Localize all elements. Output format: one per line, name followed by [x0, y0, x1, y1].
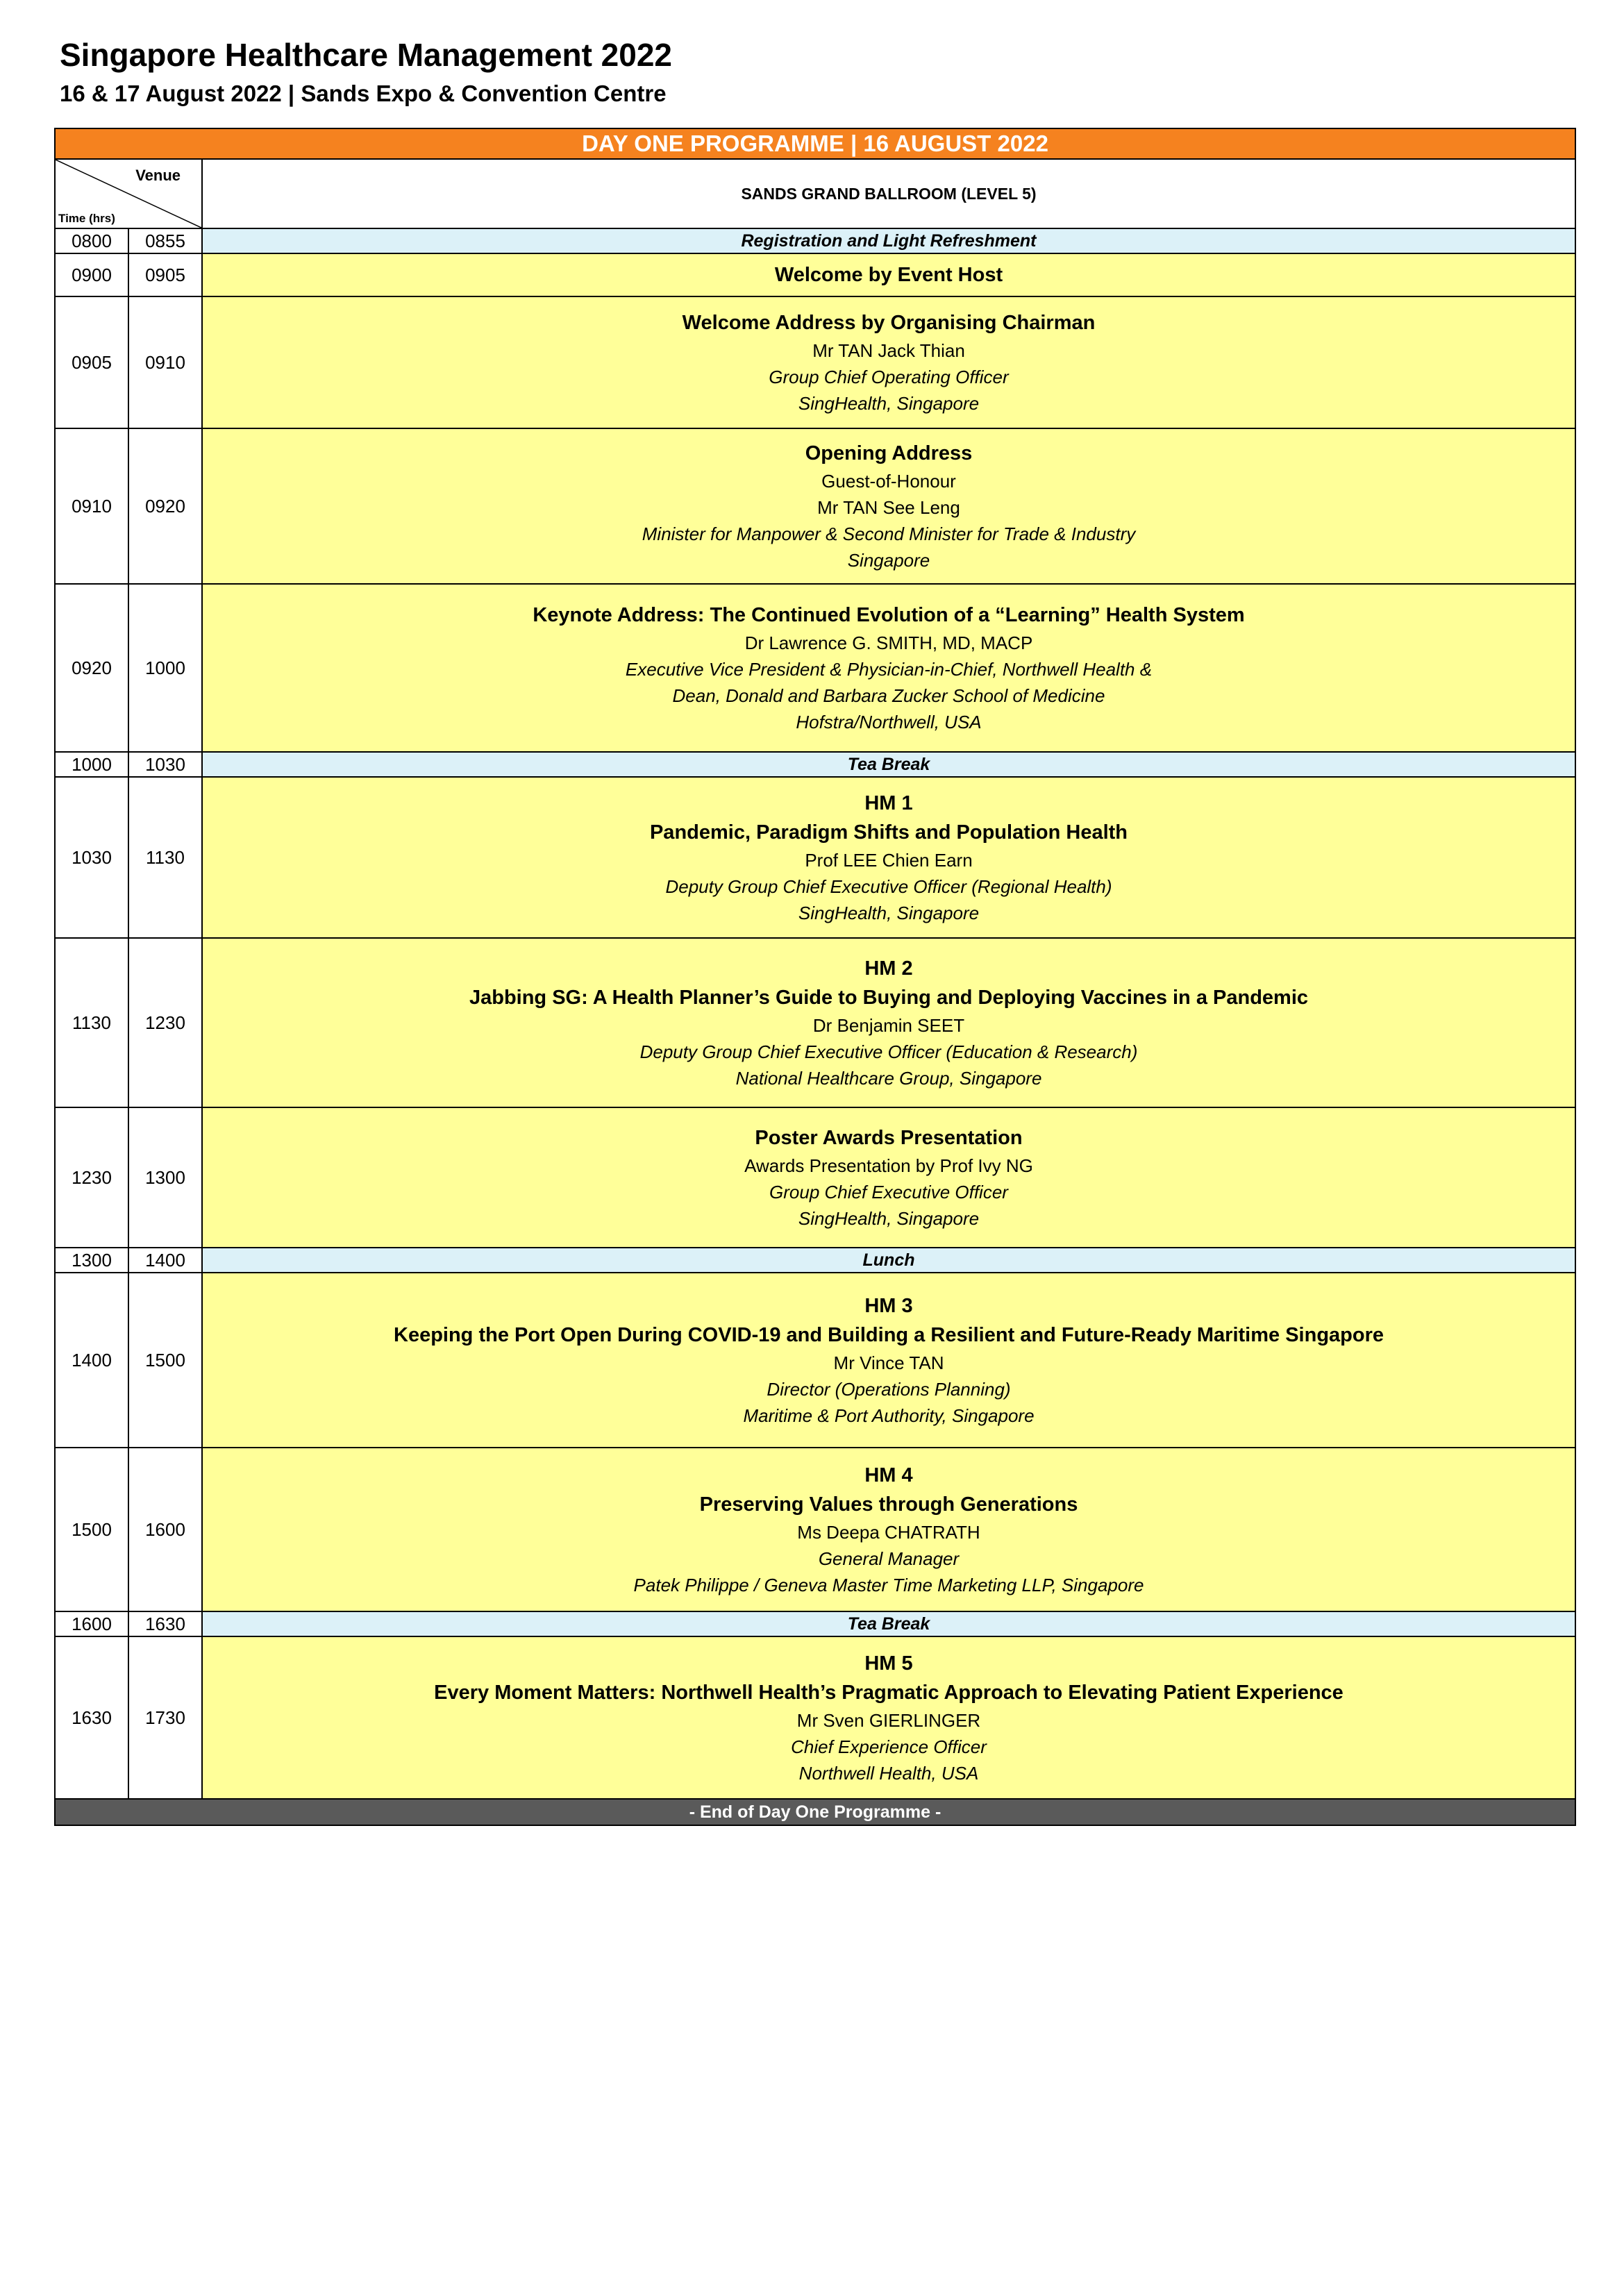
start-time: 1500 [56, 1448, 129, 1611]
document-subtitle: 16 & 17 August 2022 | Sands Expo & Convention Centre [60, 81, 667, 106]
start-time: 1000 [56, 753, 129, 776]
table-row [56, 297, 1575, 429]
session-cell [203, 254, 1575, 296]
table-row [56, 1612, 1575, 1637]
speaker-name: Prof LEE Chien Earn [805, 850, 973, 871]
end-time: 0855 [129, 229, 203, 253]
session-cell [203, 1637, 1575, 1798]
table-row [56, 1248, 1575, 1273]
speaker-name: Mr TAN Jack Thian [812, 340, 965, 361]
venue-header: SANDS GRAND BALLROOM (LEVEL 5) [741, 184, 1037, 203]
table-row [56, 585, 1575, 753]
session-cell [203, 1273, 1575, 1447]
session-code: HM 2 [864, 957, 913, 980]
table-row [56, 1448, 1575, 1612]
speaker-name: Mr TAN See Leng [817, 497, 960, 518]
session-code: HM 5 [864, 1652, 913, 1675]
speaker-name: Dr Lawrence G. SMITH, MD, MACP [744, 632, 1033, 653]
session-cell [203, 1448, 1575, 1611]
speaker-organisation: SingHealth, Singapore [798, 393, 980, 414]
break-label: Tea Break [203, 1612, 1575, 1636]
speaker-role: Minister for Manpower & Second Minister for Trade & Industry [642, 523, 1136, 544]
session-title: Poster Awards Presentation [755, 1127, 1023, 1149]
end-time: 1630 [129, 1612, 203, 1636]
table-header [56, 160, 1575, 229]
table-row [56, 1637, 1575, 1800]
start-time: 1600 [56, 1612, 129, 1636]
end-time: 1400 [129, 1248, 203, 1272]
end-of-programme-bar: - End of Day One Programme - [56, 1800, 1575, 1825]
table-row [56, 229, 1575, 254]
break-label: Registration and Light Refreshment [203, 229, 1575, 253]
session-title: Jabbing SG: A Health Planner’s Guide to Buying and Deploying Vaccines in a Pandemic [469, 987, 1309, 1009]
start-time: 1630 [56, 1637, 129, 1798]
session-code: HM 1 [864, 792, 913, 814]
start-time: 1400 [56, 1273, 129, 1447]
end-time: 1300 [129, 1108, 203, 1247]
speaker-role: Executive Vice President & Physician-in-Chief, Northwell Health & [625, 659, 1153, 680]
document-title: Singapore Healthcare Management 2022 [60, 37, 672, 73]
session-code: HM 3 [864, 1295, 913, 1317]
start-time: 1130 [56, 939, 129, 1107]
session-title: Keynote Address: The Continued Evolution of a “Learning” Health System [533, 604, 1245, 626]
table-row [56, 1108, 1575, 1248]
speaker-organisation: Patek Philippe / Geneva Master Time Marketing LLP, Singapore [633, 1575, 1144, 1595]
end-time: 1730 [129, 1637, 203, 1798]
session-title: Keeping the Port Open During COVID-19 and Building a Resilient and Future-Ready Maritime Singapore [394, 1324, 1384, 1346]
session-cell [203, 429, 1575, 583]
end-time: 0920 [129, 429, 203, 583]
speaker-organisation: Hofstra/Northwell, USA [796, 712, 982, 732]
guest-label: Guest-of-Honour [821, 471, 956, 492]
start-time: 0920 [56, 585, 129, 751]
start-time: 1300 [56, 1248, 129, 1272]
speaker-role: Deputy Group Chief Executive Officer (Regional Health) [665, 876, 1112, 897]
presenter-name: Awards Presentation by Prof Ivy NG [744, 1155, 1033, 1176]
speaker-role: Director (Operations Planning) [767, 1379, 1011, 1400]
day-banner: DAY ONE PROGRAMME | 16 AUGUST 2022 [56, 129, 1575, 160]
speaker-role: Dean, Donald and Barbara Zucker School of Medicine [672, 685, 1105, 706]
speaker-role: Group Chief Operating Officer [769, 367, 1009, 387]
table-row [56, 778, 1575, 939]
speaker-organisation: Maritime & Port Authority, Singapore [743, 1405, 1035, 1426]
table-row [56, 429, 1575, 585]
table-row [56, 753, 1575, 778]
table-row [56, 939, 1575, 1108]
break-label: Tea Break [203, 753, 1575, 776]
table-row [56, 1273, 1575, 1448]
session-title: Welcome by Event Host [774, 264, 1003, 286]
start-time: 1230 [56, 1108, 129, 1247]
start-time: 0910 [56, 429, 129, 583]
speaker-role: Chief Experience Officer [791, 1736, 987, 1757]
session-title: Opening Address [805, 442, 973, 464]
session-title: Welcome Address by Organising Chairman [682, 312, 1096, 334]
session-cell [203, 585, 1575, 751]
end-time: 1230 [129, 939, 203, 1107]
speaker-name: Mr Sven GIERLINGER [796, 1710, 981, 1731]
end-time: 0905 [129, 254, 203, 296]
speaker-name: Ms Deepa CHATRATH [797, 1522, 980, 1543]
session-cell [203, 939, 1575, 1107]
speaker-role: General Manager [818, 1548, 960, 1569]
start-time: 1030 [56, 778, 129, 937]
table-row [56, 254, 1575, 297]
session-cell [203, 778, 1575, 937]
speaker-organisation: SingHealth, Singapore [798, 903, 980, 923]
session-title: Pandemic, Paradigm Shifts and Population Health [649, 821, 1128, 844]
session-code: HM 4 [864, 1464, 913, 1486]
session-cell [203, 1108, 1575, 1247]
end-time: 1500 [129, 1273, 203, 1447]
speaker-role: Deputy Group Chief Executive Officer (Education & Research) [639, 1041, 1138, 1062]
end-time: 0910 [129, 297, 203, 428]
end-time: 1600 [129, 1448, 203, 1611]
break-label: Lunch [203, 1248, 1575, 1272]
corner-time-label: Time (hrs) [58, 212, 115, 225]
session-cell [203, 297, 1575, 428]
speaker-organisation: National Healthcare Group, Singapore [735, 1068, 1042, 1089]
start-time: 0800 [56, 229, 129, 253]
corner-venue-label: Venue [135, 167, 181, 184]
session-title: Every Moment Matters: Northwell Health’s Pragmatic Approach to Elevating Patient Experience [434, 1682, 1343, 1704]
speaker-role: Group Chief Executive Officer [769, 1182, 1008, 1203]
start-time: 0905 [56, 297, 129, 428]
end-time: 1130 [129, 778, 203, 937]
end-time: 1000 [129, 585, 203, 751]
speaker-organisation: Singapore [847, 550, 930, 571]
speaker-organisation: SingHealth, Singapore [798, 1208, 980, 1229]
end-time: 1030 [129, 753, 203, 776]
session-title: Preserving Values through Generations [699, 1493, 1078, 1516]
start-time: 0900 [56, 254, 129, 296]
speaker-name: Mr Vince TAN [833, 1352, 944, 1373]
speaker-organisation: Northwell Health, USA [798, 1763, 979, 1784]
speaker-name: Dr Benjamin SEET [812, 1015, 965, 1036]
programme-table [54, 128, 1576, 1826]
header-corner-cell [56, 160, 203, 228]
